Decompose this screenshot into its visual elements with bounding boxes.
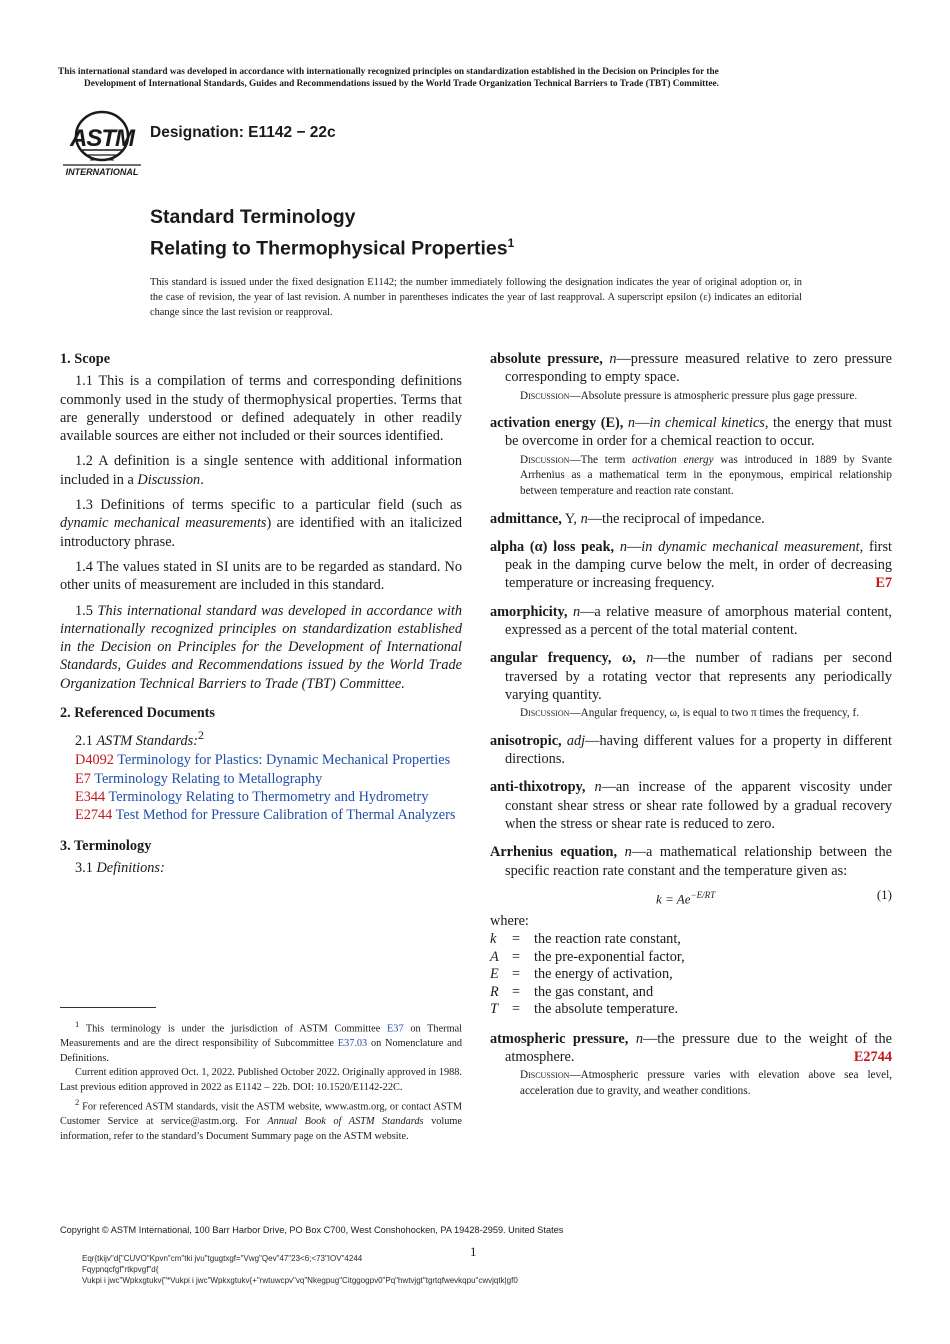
reference-code[interactable]: E344 [75,789,106,805]
terminology-subheading: 3.1 Definitions: [75,859,165,876]
footnote-2: $^2$ For referenced ASTM standards, visit the ASTM website, www.astm.org, or contact ASTM Customer Service at service@astm.org. For Annual Book of ASTM Standards volume information, refer to the standard’s Document Summary page on the ASTM website. [60,1097,463,1142]
reference-link[interactable]: E7 [875,575,892,592]
scope-para-2: 1.2 A definition is a single sentence with additional information included in a Discussion. [60,453,462,488]
term-alpha-loss-peak: alpha (α) loss peak, n—in dynamic mechanical measurement, first peak in the damping curve below the melt, in order of decreasing temperature or increasing frequency. E7 [490,538,892,592]
referenced-subheading: 2.1 ASTM Standards:$^2$ [75,728,204,750]
term-admittance: admittance, Y, n—the reciprocal of impedance. [490,510,765,527]
astm-logo-icon [60,108,144,178]
section-heading-referenced-documents: 2. Referenced Documents [60,705,215,722]
reference-title[interactable]: Test Method for Pressure Calibration of Thermal Analyzers [115,807,456,824]
discussion: Discussion—Atmospheric pressure varies with elevation above sea level, acceleration due to gravity, and weather conditions. [520,1069,892,1097]
reference-link[interactable]: E2744 [853,1049,892,1065]
astm-logo-graphic [60,108,144,178]
title-line-2 [150,230,514,262]
reference-code[interactable]: E7 [75,770,91,787]
term-anti-thixotropy: anti-thixotropy, n—an increase of the apparent viscosity under constant shear stress or shear rate followed by a gradual recovery when the stress or shear rate is reduced to zero. [490,779,892,833]
variable-row: E = the energy of activation, [490,966,673,983]
discussion: Discussion—Angular frequency, ω, is equal to two π times the frequency, f. [520,707,860,720]
watermark-line-1: Eqr{tkijv"d{"CUVO"Kpvn"cm"tki jvu"tgugtxgf="Vwg"Qev"47"23<6;<73"IOV"4244 [82,1254,363,1263]
watermark-line-2: Fqypnqcfgf"rtkpvgf"d{ [82,1264,159,1274]
term-amorphicity: amorphicity, n—a relative measure of amorphous material content, expressed as a percent of the total material content. [490,603,893,639]
footnote-edition: Current edition approved Oct. 1, 2022. Published October 2022. Originally approved in 1988. Last previous edition approved in 2022 as E1142 – 22b. DOI: 10.1520/E1142-22C. [60,1067,462,1093]
reference-title[interactable]: Terminology for Plastics: Dynamic Mechanical Properties [117,752,451,769]
top-notice-line-2: Development of International Standards, Guides and Recommendations issued by the World Trade Organization Technical Barriers to Trade (TBT) Committee. [84,79,719,89]
subcommittee-link[interactable]: E37.03 [337,1038,368,1050]
right-column [490,350,892,1109]
committee-link[interactable]: E37 [387,1023,404,1035]
left-column [60,350,462,884]
term-atmospheric-pressure: atmospheric pressure, n—the pressure due to the weight of the atmosphere. E2744 Discussion—Atmospheric pressure varies with elevation above sea level, acceleration due to gravity, and weather conditions. [490,1030,892,1100]
term-arrhenius-equation: Arrhenius equation, n—a mathematical relationship between the specific reaction rate constant and the temperature given as: [490,844,892,879]
title-footnote-mark: 1 [507,236,515,250]
scope-para-3: 1.3 Definitions of terms specific to a particular field (such as dynamic mechanical measurements) are identified with an italicized introductory phrase. [60,497,462,550]
logo-brand-text: ASTM [70,125,134,152]
footnotes [60,1017,462,1145]
section-heading-scope: 1. Scope [60,351,111,367]
footnote-1: $^1$ This terminology is under the jurisdiction of ASTM Committee E37 on Thermal Measurements and are the direct responsibility of Subcommittee E37.03 on Nomenclature and Definitions. [60,1019,463,1064]
reference-item[interactable] [60,788,462,806]
title-line-2-text: Relating to Thermophysical Properties [150,237,508,260]
reference-item[interactable] [60,770,462,788]
term-activation-energy: activation energy (E), n—in chemical kinetics, the energy that must be overcome in order for a chemical reaction to occur. Discussion—The term activation energy was introduced in 1889 by Svante Arrhenius as a mathematical term in the eponymous, empirical relationship between temperature and reaction rate constant. [490,414,892,499]
where-label: where: [490,912,529,929]
term-angular-frequency: angular frequency, ω, n—the number of radians per second traversed by a rotating vector that represents any periodically varying quantity. Discussion—Angular frequency, ω, is equal to two π times the frequency, f. [490,649,892,721]
reference-item[interactable] [60,806,462,824]
variable-row: A = the pre-exponential factor, [490,948,685,965]
term-anisotropic: anisotropic, adj—having different values for a property in different directions. [490,732,892,768]
designation: Designation: E1142 − 22c [150,124,336,141]
footnote-divider [60,1007,156,1008]
variable-list [490,930,892,1018]
scope-para-5: 1.5 This international standard was developed in accordance with internationally recognized principles on standardization established in the Decision on Principles for the Development of International Standards, Guides and Recommendations issued by the World Trade Organization Technical Barriers to Trade (TBT) Committee. [60,602,462,692]
section-heading-terminology: 3. Terminology [60,837,152,854]
license-watermark [82,1254,518,1286]
discussion: Discussion—Absolute pressure is atmospheric pressure plus gage pressure. [520,389,858,402]
top-notice [58,66,894,90]
logo-subtitle-text: INTERNATIONAL [65,167,139,177]
equation-number: (1) [876,886,892,902]
title-line-1: Standard Terminology [150,206,356,228]
reference-item[interactable] [60,751,462,769]
reference-code[interactable]: E2744 [75,807,113,824]
scope-para-4: 1.4 The values stated in SI units are to be regarded as standard. No other units of measurement are included in this standard. [60,558,462,594]
reference-title[interactable]: Terminology Relating to Thermometry and Hydrometry [108,789,429,805]
arrhenius-equation [490,884,892,906]
page-number: 1 [470,1244,477,1259]
variable-row: k = the reaction rate constant, [490,931,681,948]
document-title [150,204,514,262]
equation-expression: $k = Ae^{-E/RT}$ [656,889,716,907]
reference-title[interactable]: Terminology Relating to Metallography [94,770,323,787]
intro-notice: This standard is issued under the fixed designation E1142; the number immediately following the designation indicates the year of original adoption or, in the case of revision, the year of last revision. A number in parentheses indicates the year of last reapproval. A superscript epsilon (ε) indicates an editorial change since the last revision or reapproval. [150,277,802,318]
variable-row: R = the gas constant, and [490,983,654,1000]
term-absolute-pressure: absolute pressure, n—pressure measured relative to zero pressure corresponding to empty space. Discussion—Absolute pressure is atmospheric pressure plus gage pressure. [490,350,892,404]
watermark-line-3: Vukpi i jwc"Wpkxgtukv{"*Vukpi i jwc"Wpkxgtukv{+"rwtuwcpv"vq"Nkegpug"Citggogpv0"Pq"hwtvjgt"tgrtqfwevkqpu"cwvjqtk|gf0 [82,1275,518,1285]
scope-para-1: 1.1 This is a compilation of terms and corresponding definitions commonly used in the study of thermophysical properties. Terms that are generally understood or defined adequately in other readily available sources are either not included or their sources identified. [60,373,462,445]
reference-code[interactable]: D4092 [75,752,114,769]
top-notice-line-1: This international standard was developed in accordance with internationally recognized principles on standardization established in the Decision on Principles for the [58,67,719,77]
copyright: Copyright © ASTM International, 100 Barr Harbor Drive, PO Box C700, West Conshohocken, PA 19428-2959. United States [60,1225,564,1235]
variable-row: T = the absolute temperature. [490,1001,679,1018]
discussion: Discussion—The term activation energy was introduced in 1889 by Svante Arrhenius as a mathematical term in the eponymous, empirical relationship between temperature and reaction rate constant. [520,453,892,497]
